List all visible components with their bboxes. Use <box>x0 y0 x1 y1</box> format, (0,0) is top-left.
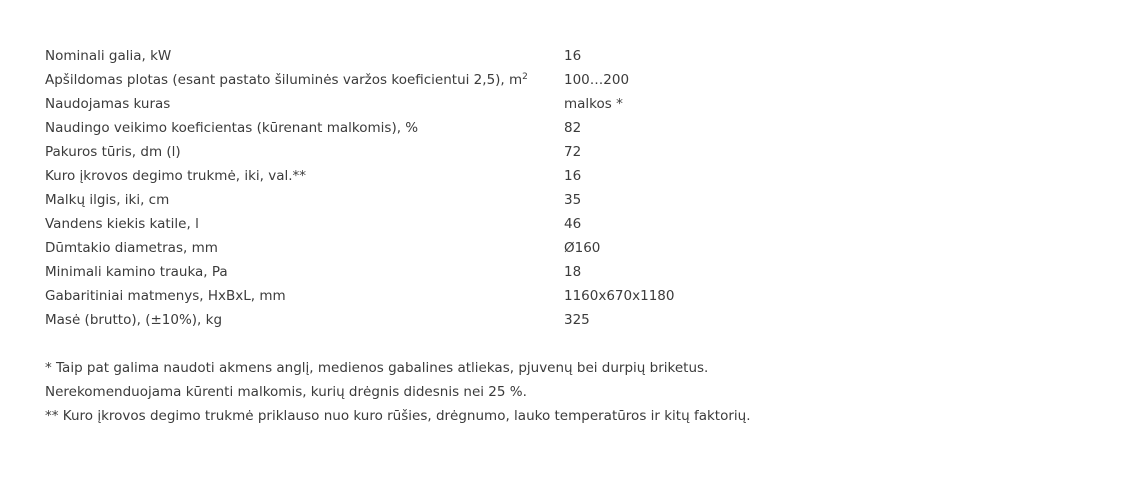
spec-label: Kuro įkrovos degimo trukmė, iki, val.** <box>45 168 307 184</box>
spec-value: 325 <box>564 312 590 328</box>
spec-value: 82 <box>564 120 582 136</box>
spec-row-water-volume <box>45 212 1105 236</box>
spec-label: Apšildomas plotas (esant pastato šiluminės varžos koeficientui 2,5), m <box>45 72 523 88</box>
spec-label: Malkų ilgis, iki, cm <box>45 192 170 208</box>
spec-value: 16 <box>564 48 582 64</box>
spec-label: Naudingo veikimo koeficientas (kūrenant malkomis), % <box>45 120 419 136</box>
spec-label: Pakuros tūris, dm (l) <box>45 144 181 160</box>
spec-label: Masė (brutto), (±10%), kg <box>45 312 223 328</box>
spec-row-dimensions <box>45 284 1105 308</box>
spec-label: Gabaritiniai matmenys, HxBxL, mm <box>45 288 286 304</box>
spec-value: Ø160 <box>564 240 601 256</box>
spec-value: 35 <box>564 192 582 208</box>
unit-superscript: 2 <box>522 72 528 82</box>
spec-row-heated-area <box>45 68 1105 92</box>
spec-value: 16 <box>564 168 582 184</box>
spec-row-log-length <box>45 188 1105 212</box>
spec-label: Nominali galia, kW <box>45 48 172 64</box>
spec-label: Dūmtakio diametras, mm <box>45 240 218 256</box>
footnote-fuel-alternatives: * Taip pat galima naudoti akmens anglį, medienos gabalines atliekas, pjuvenų bei durpių briketus. <box>45 360 709 376</box>
spec-value: 100…200 <box>564 72 630 88</box>
spec-value: 1160x670x1180 <box>564 288 675 304</box>
footnotes <box>45 356 1105 428</box>
spec-row-nominal-power <box>45 44 1105 68</box>
spec-label: Vandens kiekis katile, l <box>45 216 199 232</box>
spec-row-burn-duration <box>45 164 1105 188</box>
specifications-table <box>45 44 1105 332</box>
spec-label-cell <box>45 68 564 92</box>
spec-label: Minimali kamino trauka, Pa <box>45 264 228 280</box>
spec-value: 46 <box>564 216 582 232</box>
spec-value: 18 <box>564 264 582 280</box>
footnote-burn-duration: ** Kuro įkrovos degimo trukmė priklauso nuo kuro rūšies, drėgnumo, lauko temperatūros ir kitų faktorių. <box>45 408 751 424</box>
spec-row-firebox-volume <box>45 140 1105 164</box>
spec-row-fuel <box>45 92 1105 116</box>
spec-row-efficiency <box>45 116 1105 140</box>
spec-row-chimney-draft <box>45 260 1105 284</box>
spec-row-flue-diameter <box>45 236 1105 260</box>
spec-row-weight <box>45 308 1105 332</box>
spec-value: malkos * <box>564 96 623 112</box>
footnote-moisture: Nerekomenduojama kūrenti malkomis, kurių drėgnis didesnis nei 25 %. <box>45 384 527 400</box>
spec-value: 72 <box>564 144 582 160</box>
spec-label: Naudojamas kuras <box>45 96 171 112</box>
